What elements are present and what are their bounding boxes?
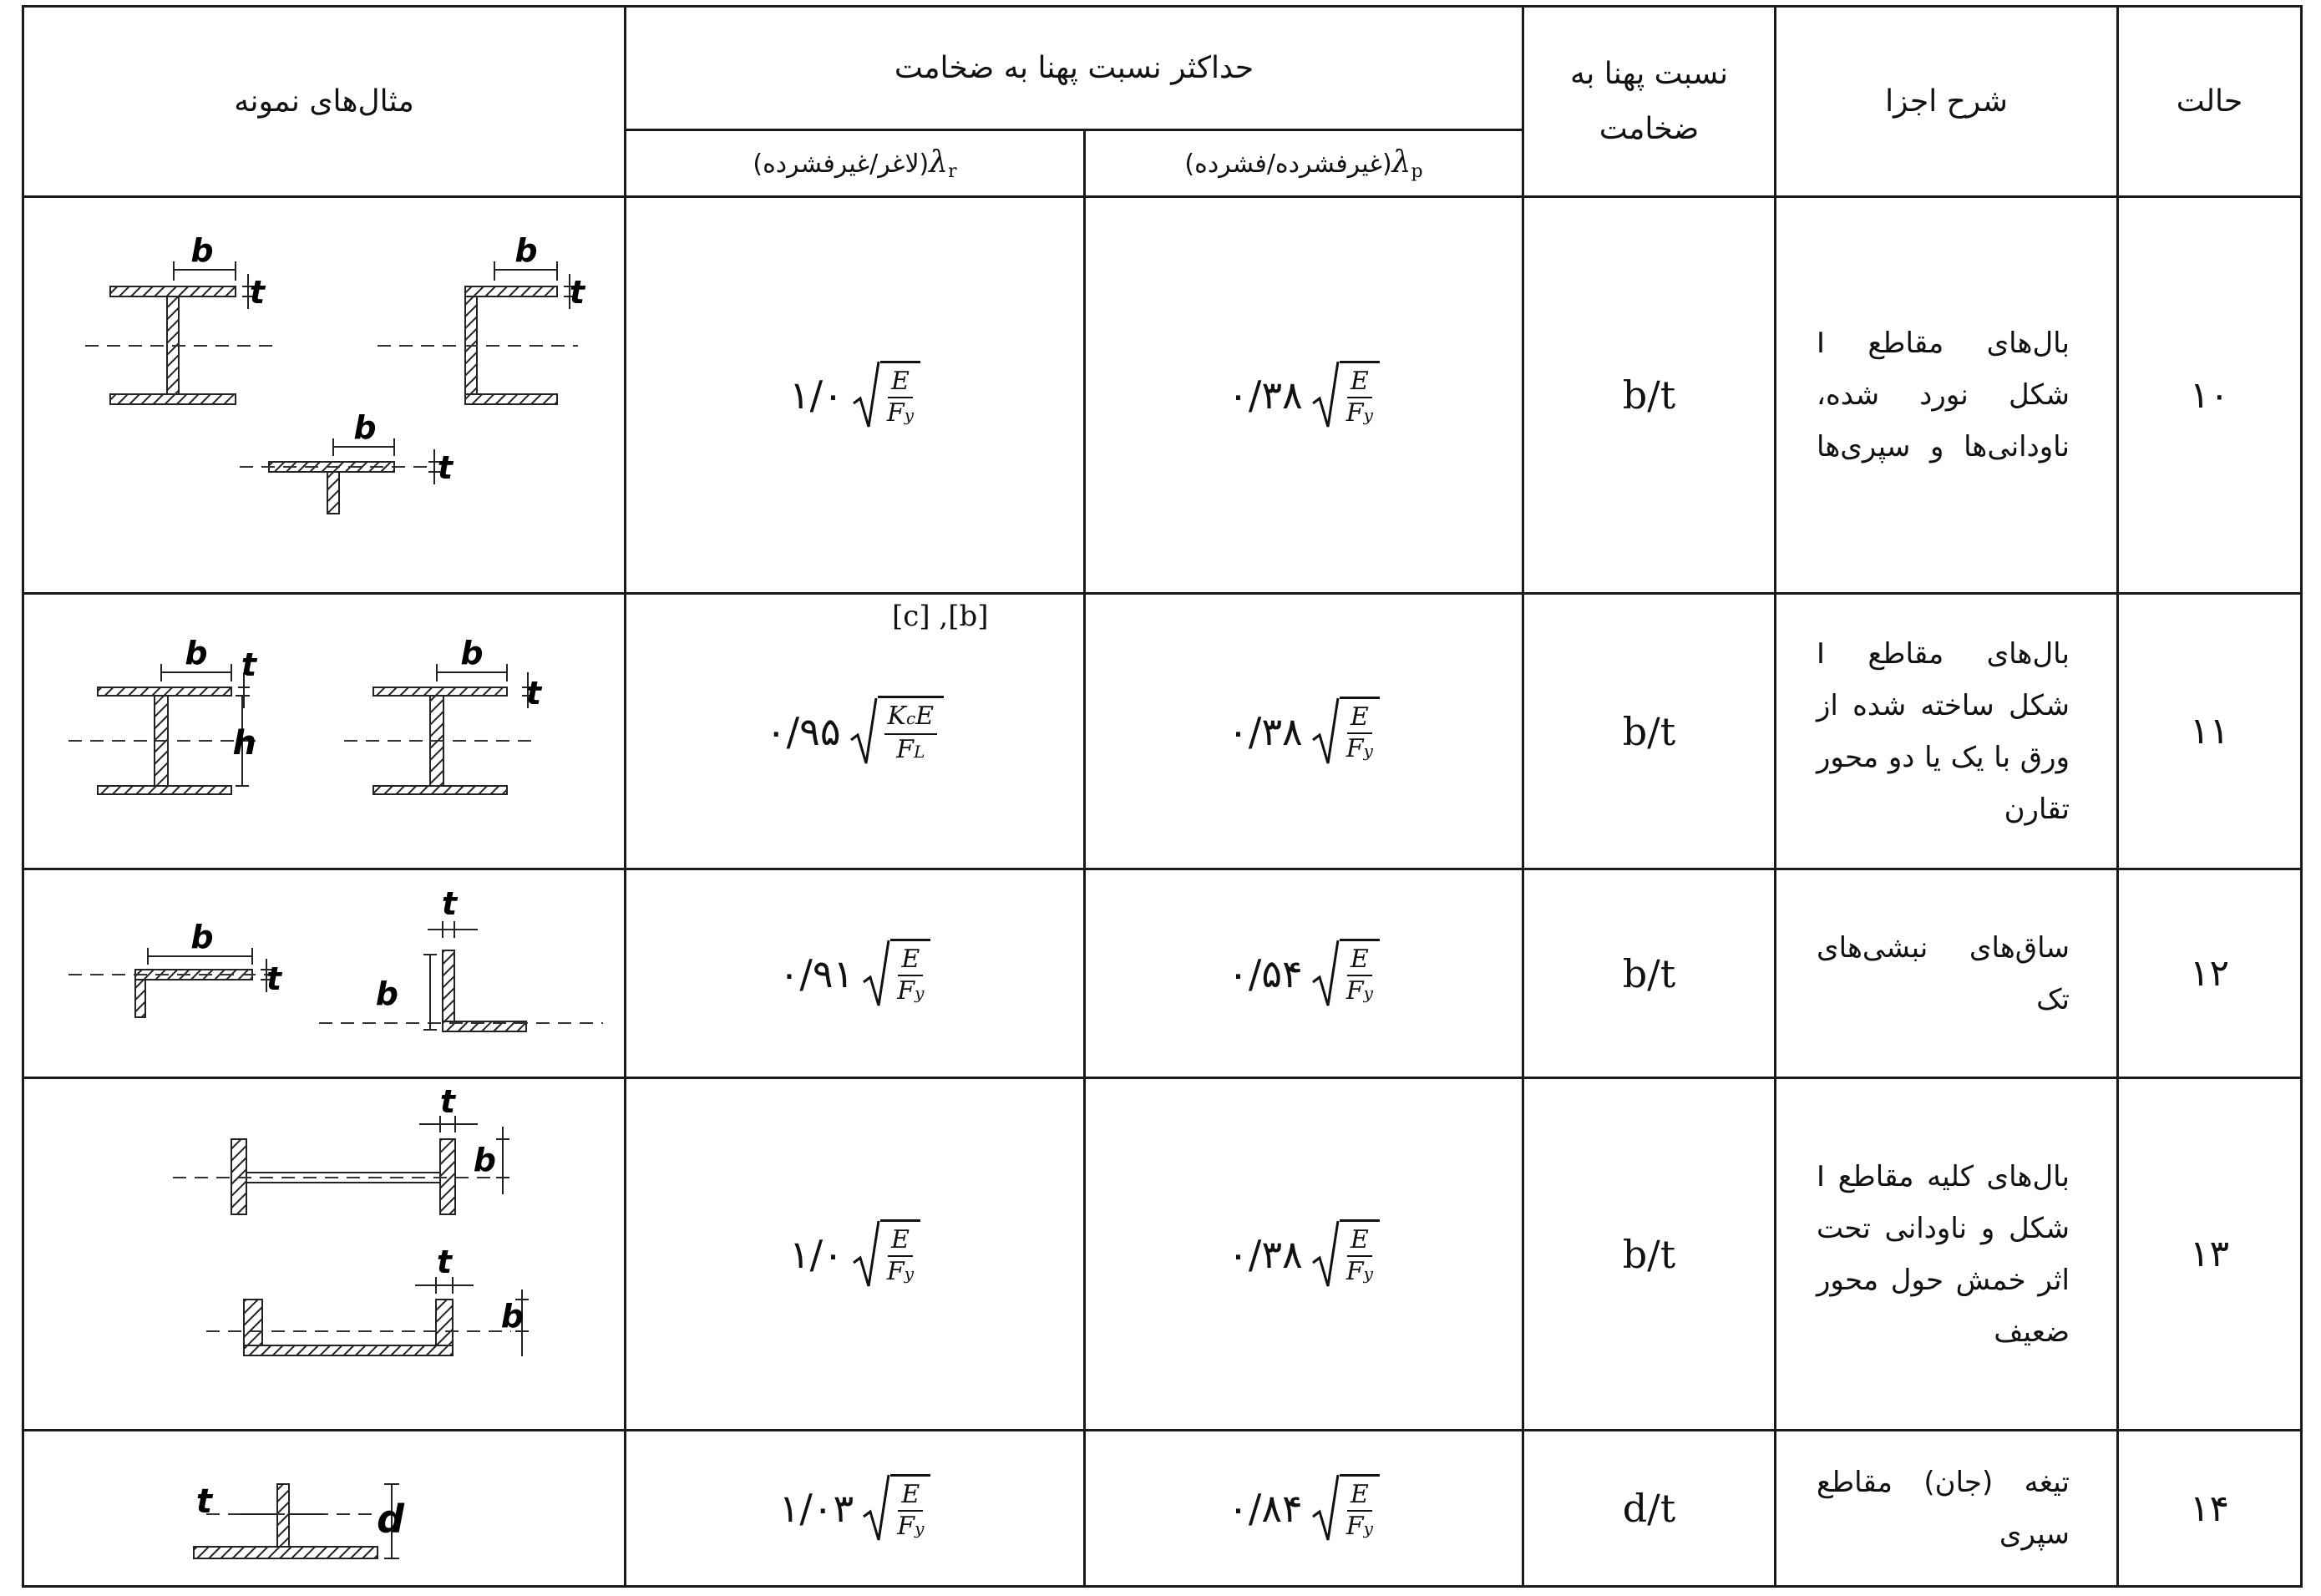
dim-t-label: t bbox=[569, 274, 585, 311]
dim-h-label: h bbox=[232, 724, 256, 763]
i-section-shape bbox=[85, 261, 277, 404]
header-case: حالت bbox=[2118, 7, 2302, 197]
dim-t-label: t bbox=[437, 449, 453, 486]
lambda-r-cell bbox=[626, 594, 1085, 869]
description-cell bbox=[1776, 1431, 2118, 1587]
tee-shape bbox=[240, 438, 440, 514]
lambda-r-label: (لاغر/غیرفشرده) bbox=[753, 149, 930, 179]
reference-note: [b], [c] bbox=[892, 600, 989, 633]
dim-t-label: t bbox=[525, 675, 541, 712]
dim-t-label: t bbox=[241, 646, 256, 683]
lambda-r-formula: ۱/۰۳ $\frac{E}{Fy}$ bbox=[779, 1473, 931, 1543]
lambda-r-cell bbox=[626, 1078, 1085, 1431]
lambda-r-formula: ۰/۹۵ $\frac{\text{KcE}}{FL}$ bbox=[766, 696, 944, 767]
examples-cell bbox=[23, 1431, 626, 1587]
weak-axis-bending-diagram bbox=[27, 1081, 624, 1427]
table-row bbox=[23, 1078, 2302, 1431]
description-cell bbox=[1776, 594, 2118, 869]
lambda-r-formula: ۰/۹۱ $\frac{E}{Fy}$ bbox=[779, 939, 931, 1009]
dim-t-label: t bbox=[441, 885, 458, 922]
lambda-r-cell bbox=[626, 197, 1085, 594]
header-description: شرح اجزا bbox=[1776, 7, 2118, 197]
case-number: ۱۳ bbox=[2118, 1078, 2302, 1431]
dim-t-label: t bbox=[439, 1083, 456, 1120]
dim-b-label: b bbox=[375, 975, 398, 1012]
lambda-p-formula: ۰/۵۴ $\frac{E}{Fy}$ bbox=[1228, 939, 1380, 1009]
dim-b-label: b bbox=[190, 232, 214, 269]
ratio-cell: b/t bbox=[1523, 1078, 1776, 1431]
dim-t-label: t bbox=[195, 1482, 212, 1521]
examples-cell bbox=[23, 869, 626, 1078]
channel-shape bbox=[378, 261, 578, 404]
lambda-p-formula: ۰/۸۴ $\frac{E}{Fy}$ bbox=[1228, 1473, 1380, 1543]
width-thickness-ratio-table-sheet bbox=[22, 5, 2300, 1585]
header-lambda-r bbox=[626, 130, 1085, 197]
width-thickness-ratio-table bbox=[22, 5, 2303, 1588]
dim-b-label: b bbox=[460, 635, 484, 671]
dim-b-label: b bbox=[353, 409, 377, 446]
table-row bbox=[23, 869, 2302, 1078]
angle-horizontal-shape bbox=[68, 948, 281, 1017]
description-text: بال‌های کلیه مقاطع I شکل و ناودانی تحت اثر خمش حول محور ضعیف bbox=[1817, 1159, 2070, 1349]
header-examples: مثال‌های نمونه bbox=[23, 7, 626, 197]
header-max-ratio: حداکثر نسبت پهنا به ضخامت bbox=[626, 7, 1523, 130]
channel-weak-axis-shape bbox=[206, 1277, 529, 1356]
lambda-r-symbol: $\lambda_r$ bbox=[929, 144, 957, 182]
table-row bbox=[23, 1431, 2302, 1587]
table-row bbox=[23, 594, 2302, 869]
dim-b-label: b bbox=[473, 1142, 496, 1178]
lambda-p-formula: ۰/۳۸ $\frac{E}{Fy}$ bbox=[1228, 1219, 1380, 1289]
header-lambda-p bbox=[1085, 130, 1523, 197]
case-number: ۱۴ bbox=[2118, 1431, 2302, 1587]
lambda-p-label: (غیرفشرده/فشرده) bbox=[1184, 149, 1392, 179]
description-text: ساق‌های نبشی‌های تک bbox=[1817, 930, 2070, 1016]
examples-cell bbox=[23, 594, 626, 869]
description-cell bbox=[1776, 197, 2118, 594]
lambda-r-formula: ۱/۰ $\frac{E}{Fy}$ bbox=[789, 360, 920, 430]
dim-d-label: d bbox=[377, 1497, 404, 1542]
dim-b-label: b bbox=[514, 232, 538, 269]
lambda-p-cell bbox=[1085, 594, 1523, 869]
built-up-i-sections-diagram bbox=[27, 595, 624, 867]
lambda-p-formula: ۰/۳۸ $\frac{E}{Fy}$ bbox=[1228, 360, 1380, 430]
rolled-i-channel-tee-diagram bbox=[27, 199, 624, 591]
single-angle-diagram bbox=[27, 871, 624, 1076]
lambda-r-cell bbox=[626, 1431, 1085, 1587]
description-text: بال‌های مقاطع I شکل نورد شده، ناودانی‌ها و سپری‌ها bbox=[1817, 327, 2070, 464]
tee-stem-shape bbox=[194, 1484, 399, 1558]
dim-b-label: b bbox=[185, 635, 208, 671]
dim-t-label: t bbox=[249, 274, 265, 311]
description-cell bbox=[1776, 869, 2118, 1078]
angle-vertical-shape bbox=[319, 921, 603, 1031]
header-row-top bbox=[23, 7, 2302, 130]
ratio-cell: b/t bbox=[1523, 197, 1776, 594]
tee-stem-diagram bbox=[27, 1432, 624, 1584]
header-ratio: نسبت پهنا به ضخامت bbox=[1523, 7, 1776, 197]
case-number: ۱۱ bbox=[2118, 594, 2302, 869]
dim-b-label: b bbox=[190, 919, 214, 955]
ratio-cell: b/t bbox=[1523, 594, 1776, 869]
lambda-p-cell bbox=[1085, 869, 1523, 1078]
examples-cell bbox=[23, 197, 626, 594]
lambda-p-cell bbox=[1085, 197, 1523, 594]
description-cell bbox=[1776, 1078, 2118, 1431]
built-up-i-section-with-h bbox=[68, 664, 261, 794]
table-row bbox=[23, 197, 2302, 594]
ratio-cell: d/t bbox=[1523, 1431, 1776, 1587]
lambda-p-cell bbox=[1085, 1078, 1523, 1431]
examples-cell bbox=[23, 1078, 626, 1431]
dim-t-label: t bbox=[266, 960, 281, 997]
lambda-p-formula: ۰/۳۸ $\frac{E}{Fy}$ bbox=[1228, 697, 1380, 767]
ratio-cell: b/t bbox=[1523, 869, 1776, 1078]
case-number: ۱۲ bbox=[2118, 869, 2302, 1078]
i-section-weak-axis-shape bbox=[173, 1116, 509, 1214]
case-number: ۱۰ bbox=[2118, 197, 2302, 594]
dim-b-label: b bbox=[500, 1298, 524, 1335]
description-text: تیغه (جان) مقاطع سپری bbox=[1817, 1466, 2070, 1551]
lambda-r-formula: ۱/۰ $\frac{E}{Fy}$ bbox=[789, 1219, 920, 1289]
lambda-p-symbol: $\lambda_p$ bbox=[1391, 144, 1423, 182]
lambda-r-cell bbox=[626, 869, 1085, 1078]
lambda-p-cell bbox=[1085, 1431, 1523, 1587]
dim-t-label: t bbox=[436, 1244, 453, 1280]
description-text: بال‌های مقاطع I شکل ساخته شده از ورق با یک یا دو محور تقارن bbox=[1817, 636, 2070, 826]
built-up-i-section bbox=[344, 664, 536, 794]
